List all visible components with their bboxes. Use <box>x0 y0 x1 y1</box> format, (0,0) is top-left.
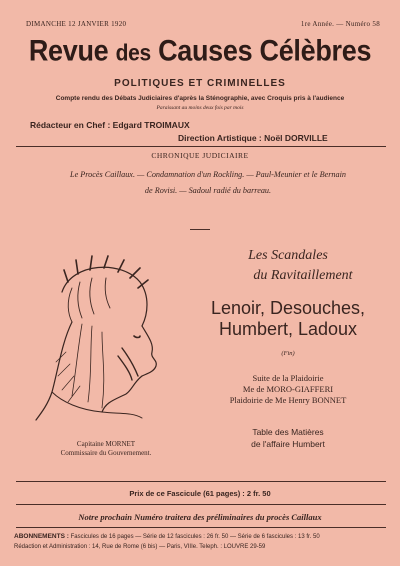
admin-address: Rédaction et Administration : 14, Rue de Rome (6 bis) — Paris, VIIIe. Teleph. : LOUVRE 29-59 <box>14 544 266 550</box>
price-line: Prix de ce Fascicule (61 pages) : 2 fr. 50 <box>129 489 271 498</box>
issue-number: 1re Année. — Numéro 58 <box>300 20 380 28</box>
suite-line-3: Plaidoirie de Me Henry BONNET <box>229 395 347 405</box>
portrait-sketch <box>22 252 190 422</box>
subscription-label: ABONNEMENTS : <box>14 533 69 540</box>
masthead-word-revue: Revue <box>28 34 109 68</box>
bottom-divider-lower <box>16 527 386 528</box>
art-director-credit: Direction Artistique : Noël DORVILLE <box>178 133 328 143</box>
masthead-word-des: des <box>115 41 151 67</box>
masthead-tagline: Compte rendu des Débats Judiciaires d'après la Sténographie, avec Croquis pris à l'audience <box>55 95 345 102</box>
editor-credit: Rédacteur en Chef : Edgard TROIMAUX <box>30 120 190 130</box>
feature-fin: (Fin) <box>281 350 295 357</box>
summary-line-2: de Rovisi. — Sadoul radié du barreau. <box>144 186 272 195</box>
masthead-frequency: Paraissant au moins deux fois par mois <box>156 105 244 111</box>
sketch-profile <box>142 326 156 376</box>
subscription-info <box>14 532 392 552</box>
summary-line-1: Le Procès Caillaux. — Condamnation d'un Rockling. — Paul-Meunier et le Bernain <box>70 170 346 179</box>
caption-role: Commissaire du Gouvernement. <box>60 449 152 457</box>
names-line-1: Lenoir, Desouches, <box>210 298 366 318</box>
issue-date: DIMANCHE 12 JANVIER 1920 <box>26 20 127 28</box>
masthead-title <box>0 35 400 68</box>
chronique-summary <box>40 167 376 199</box>
feature-title <box>188 246 388 286</box>
portrait-caption <box>26 440 186 458</box>
bottom-divider-upper <box>16 481 386 482</box>
subscription-line <box>14 532 392 542</box>
feature-title-line-1: Les Scandales <box>248 248 328 263</box>
next-issue-note: Notre prochain Numéro traitera des préliminaires du procès Caillaux <box>78 512 322 522</box>
bottom-divider-middle <box>16 504 386 505</box>
subscription-text: Fascicules de 16 pages — Série de 12 fascicules : 26 fr. 50 — Série de 6 fascicules : 13 fr. 50 <box>70 534 320 540</box>
table-of-contents-note <box>188 426 388 450</box>
masthead-subtitle: POLITIQUES ET CRIMINELLES <box>114 78 286 89</box>
section-heading: CHRONIQUE JUDICIAIRE <box>151 151 249 160</box>
top-divider <box>16 146 386 147</box>
suite-line-1: Suite de la Plaidoirie <box>252 373 324 383</box>
feature-title-line-2: du Ravitaillement <box>253 268 353 283</box>
names-line-2: Humbert, Ladoux <box>218 319 358 339</box>
feature-names <box>188 298 388 340</box>
date-line <box>26 20 380 30</box>
masthead-word-causes: Causes Célèbres <box>158 34 372 68</box>
plaidoirie-info <box>188 373 388 406</box>
sketch-hair-outline <box>62 267 147 326</box>
short-divider <box>190 229 210 230</box>
caption-name: Capitaine MORNET <box>76 440 136 448</box>
table-line-1: Table des Matières <box>252 427 324 437</box>
table-line-2: de l'affaire Humbert <box>251 439 325 449</box>
suite-line-2: Me de MORO-GIAFFERI <box>242 384 334 394</box>
